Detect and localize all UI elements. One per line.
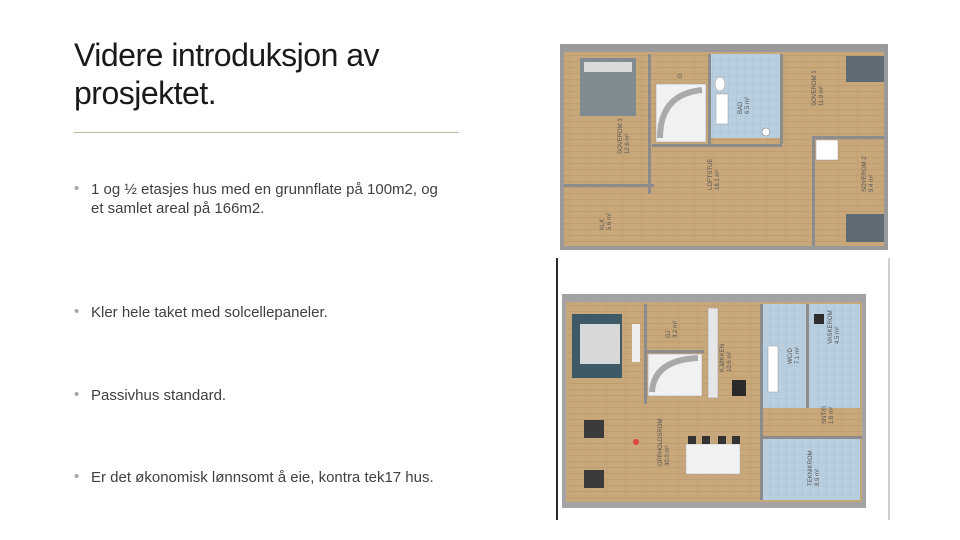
svg-text:7.1 m²: 7.1 m² [795,346,801,364]
room-label: VASKEROM [828,310,834,344]
bullet-text: Er det økonomisk lønnsomt å eie, kontra tek17 hus. [91,469,434,486]
bullet-dot-icon: • [74,180,80,197]
svg-text:30.0 m²: 30.0 m² [665,445,671,466]
room-label: TEKNIKROM [808,450,814,486]
title-divider [74,132,459,133]
bullet-item [74,386,454,405]
bullet-item [74,180,454,218]
svg-text:4.5 m²: 4.5 m² [835,326,841,344]
svg-text:1.6 m²: 1.6 m² [829,406,835,424]
svg-text:5.6 m²: 5.6 m² [607,212,613,230]
bullet-text: 1 og ½ etasjes hus med en grunnflate på 100m2, og et samlet areal på 166m2. [91,181,438,217]
room-label: KJØKKEN [720,343,726,372]
bullet-text: Passivhus standard. [91,387,227,404]
svg-text:18.1 m²: 18.1 m² [715,169,721,190]
ground-floor-plan [562,294,882,508]
room-label: G [678,73,684,78]
bullet-text: Kler hele taket med solcellepaneler. [91,304,328,321]
svg-text:10.6 m²: 10.6 m² [727,351,733,372]
room-label: SOVEROM 1 [812,70,818,106]
dining-table [686,444,740,474]
svg-text:8.9 m²: 8.9 m² [815,468,821,486]
bullet-dot-icon: • [74,468,80,485]
room-label: BAD [738,101,744,114]
room-label: SNT/G [822,405,828,424]
room-label: LOFTSTUE [708,158,714,190]
svg-text:6.5 m²: 6.5 m² [745,96,751,114]
svg-text:3.2 m²: 3.2 m² [673,320,679,338]
room-label: OPPHOLDSROM [658,418,664,466]
plan-frame-right [888,258,890,520]
bullet-dot-icon: • [74,303,80,320]
svg-text:11.9 m²: 11.9 m² [819,86,825,106]
room-label: KLK [600,218,606,230]
upper-floor-plan [560,44,888,250]
bullet-item [74,468,454,487]
bullet-list [74,180,454,486]
plan-frame-left [556,258,558,520]
svg-text:12.6 m²: 12.6 m² [625,133,631,154]
slide-title: Videre introduksjon av prosjektet. [74,37,380,111]
room-label: SOVEROM 2 [862,156,868,192]
room-label: WC/D [788,348,794,364]
bullet-dot-icon: • [74,386,80,403]
bullet-item [74,303,454,322]
room-label: GJ [666,330,672,338]
room-label: SOVEROM 3 [618,118,624,154]
svg-text:9.4 m²: 9.4 m² [869,174,875,192]
